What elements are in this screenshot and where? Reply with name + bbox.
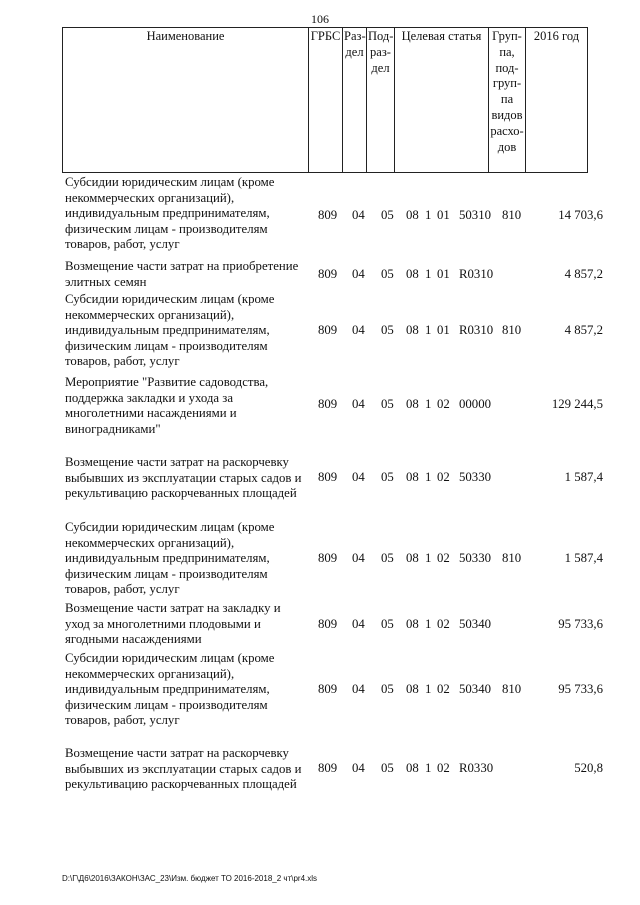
row-target-program: 08 — [406, 470, 419, 484]
row-target-subprogram: 1 — [425, 470, 432, 484]
row-amount: 1 587,4 — [564, 551, 603, 565]
row-amount: 4 857,2 — [564, 323, 603, 337]
row-target-program: 08 — [406, 208, 419, 222]
row-amount: 95 733,6 — [558, 617, 603, 631]
page-number: 106 — [311, 12, 329, 26]
row-target-code: R0310 — [459, 267, 494, 281]
row-target-event: 01 — [437, 267, 450, 281]
row-grbs: 809 — [318, 323, 338, 337]
row-name: Мероприятие "Развитие садоводства, поддержка закладки и ухода за многолетними насаждениями и виноградниками" — [65, 375, 269, 436]
row-podrazdel: 05 — [381, 551, 394, 565]
row-target-program: 08 — [406, 323, 419, 337]
row-amount: 1 587,4 — [564, 470, 603, 484]
row-amount: 14 703,6 — [558, 208, 603, 222]
row-target-subprogram: 1 — [425, 761, 432, 775]
header-group: Груп- па, под- груп- па видов расхо- дов — [489, 28, 526, 173]
row-target-code: 50330 — [459, 551, 491, 565]
row-target-program: 08 — [406, 267, 419, 281]
row-razdel: 04 — [352, 267, 365, 281]
row-target-subprogram: 1 — [425, 397, 432, 411]
row-name: Субсидии юридическим лицам (кроме некоммерческих организаций), индивидуальным предпринимателям, физическим лицам - производителям товаров, работ, услуг — [65, 175, 275, 252]
header-name: Наименование — [63, 28, 309, 173]
row-razdel: 04 — [352, 682, 365, 696]
row-razdel: 04 — [352, 551, 365, 565]
row-grbs: 809 — [318, 551, 338, 565]
row-target-program: 08 — [406, 397, 419, 411]
row-target-event: 02 — [437, 761, 450, 775]
row-podrazdel: 05 — [381, 761, 394, 775]
row-podrazdel: 05 — [381, 470, 394, 484]
row-grbs: 809 — [318, 617, 338, 631]
file-path-footer: D:\Г\Д6\2016\ЗАКОН\ЗАС_23\Изм. бюджет ТО 2016-2018_2 чт\pr4.xls — [62, 874, 318, 883]
header-target: Целевая статья — [395, 28, 489, 173]
header-razdel: Раз- дел — [343, 28, 367, 173]
row-target-program: 08 — [406, 617, 419, 631]
row-target-subprogram: 1 — [425, 551, 432, 565]
row-grbs: 809 — [318, 208, 338, 222]
row-podrazdel: 05 — [381, 617, 394, 631]
row-amount: 129 244,5 — [551, 397, 603, 411]
row-expense-type: 810 — [502, 208, 522, 222]
row-target-program: 08 — [406, 761, 419, 775]
row-target-code: 50330 — [459, 470, 491, 484]
row-razdel: 04 — [352, 397, 365, 411]
row-podrazdel: 05 — [381, 323, 394, 337]
row-target-event: 02 — [437, 397, 450, 411]
table-header — [62, 27, 588, 173]
row-podrazdel: 05 — [381, 267, 394, 281]
row-grbs: 809 — [318, 761, 338, 775]
row-name: Возмещение части затрат на закладку и уход за многолетними плодовыми и ягодными насаждениями — [65, 601, 281, 647]
header-year: 2016 год — [526, 28, 588, 173]
header-podrazdel: Под- раз- дел — [367, 28, 395, 173]
row-name: Возмещение части затрат на приобретение элитных семян — [65, 259, 299, 289]
header-grbs: ГРБС — [309, 28, 343, 173]
row-target-event: 01 — [437, 323, 450, 337]
row-name: Субсидии юридическим лицам (кроме некоммерческих организаций), индивидуальным предпринимателям, физическим лицам - производителям товаров, работ, услуг — [65, 520, 275, 597]
row-amount: 95 733,6 — [558, 682, 603, 696]
row-target-subprogram: 1 — [425, 323, 432, 337]
row-target-subprogram: 1 — [425, 267, 432, 281]
row-target-code: 50340 — [459, 617, 491, 631]
row-razdel: 04 — [352, 323, 365, 337]
row-grbs: 809 — [318, 470, 338, 484]
row-razdel: 04 — [352, 617, 365, 631]
row-target-subprogram: 1 — [425, 617, 432, 631]
row-target-event: 02 — [437, 617, 450, 631]
row-target-code: 50310 — [459, 208, 491, 222]
row-target-event: 02 — [437, 682, 450, 696]
row-grbs: 809 — [318, 682, 338, 696]
row-target-code: R0310 — [459, 323, 494, 337]
row-podrazdel: 05 — [381, 682, 394, 696]
row-razdel: 04 — [352, 761, 365, 775]
row-expense-type: 810 — [502, 682, 522, 696]
row-name: Возмещение части затрат на раскорчевку выбывших из эксплуатации старых садов и рекультивацию раскорчеванных площадей — [65, 455, 302, 501]
row-expense-type: 810 — [502, 323, 522, 337]
row-amount: 4 857,2 — [564, 267, 603, 281]
row-expense-type: 810 — [502, 551, 522, 565]
row-razdel: 04 — [352, 208, 365, 222]
row-grbs: 809 — [318, 267, 338, 281]
row-target-subprogram: 1 — [425, 682, 432, 696]
row-name: Возмещение части затрат на раскорчевку выбывших из эксплуатации старых садов и рекультивацию раскорчеванных площадей — [65, 746, 302, 792]
row-target-event: 01 — [437, 208, 450, 222]
row-grbs: 809 — [318, 397, 338, 411]
row-target-program: 08 — [406, 551, 419, 565]
row-target-event: 02 — [437, 470, 450, 484]
row-name: Субсидии юридическим лицам (кроме некоммерческих организаций), индивидуальным предпринимателям, физическим лицам - производителям товаров, работ, услуг — [65, 651, 275, 728]
row-target-code: R0330 — [459, 761, 494, 775]
row-target-code: 50340 — [459, 682, 491, 696]
row-target-code: 00000 — [459, 397, 491, 411]
row-amount: 520,8 — [574, 761, 603, 775]
row-target-program: 08 — [406, 682, 419, 696]
row-razdel: 04 — [352, 470, 365, 484]
row-podrazdel: 05 — [381, 397, 394, 411]
row-target-subprogram: 1 — [425, 208, 432, 222]
row-podrazdel: 05 — [381, 208, 394, 222]
row-target-event: 02 — [437, 551, 450, 565]
row-name: Субсидии юридическим лицам (кроме некоммерческих организаций), индивидуальным предпринимателям, физическим лицам - производителям товаров, работ, услуг — [65, 292, 275, 369]
